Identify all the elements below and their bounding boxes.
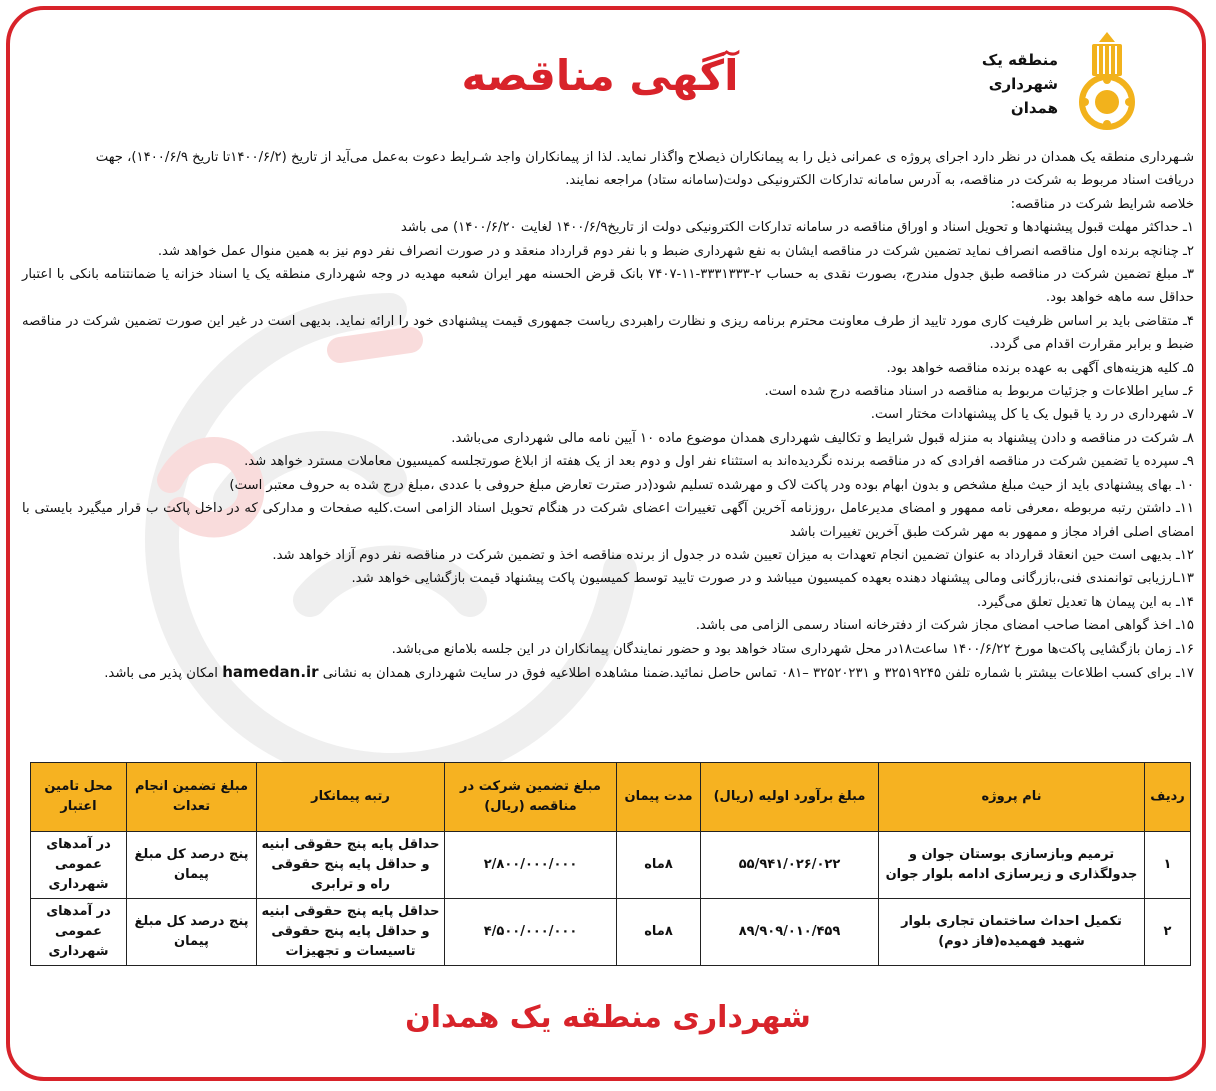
table-row: [31, 899, 1191, 966]
cell-duration: ۸ماه: [617, 832, 701, 899]
header-contractor-rank: رتبه پیمانکار: [257, 763, 445, 832]
condition-8: ۸ـ شرکت در مناقصه و دادن پیشنهاد به منزله قبول شرایط و تکالیف شهرداری همدان موضوع ماده ۱۰ آیین نامه مالی شهرداری می‌باشد.: [451, 430, 1194, 446]
table-row: [31, 832, 1191, 899]
table-header-row: [31, 763, 1191, 832]
header-bid-guarantee: مبلغ تضمین شرکت در مناقصه (ریال): [445, 763, 617, 832]
cell-estimate: ۵۵/۹۴۱/۰۲۶/۰۲۲: [701, 832, 879, 899]
cell-funding-source: در آمدهای عمومی شهرداری: [31, 832, 127, 899]
cell-project-name: تکمیل احداث ساختمان تجاری بلوار شهید فهمیده(فاز دوم): [879, 899, 1145, 966]
condition-13: ۱۳ـارزیابی توانمندی فنی،بازرگانی ومالی پیشنهاد دهنده بعهده کمیسیون میباشد و در صورت تایید توسط کمیسیون پاکت پیشنهاد قیمت بازگشایی خواهد شد.: [351, 571, 1194, 587]
notice-body: [22, 146, 1194, 685]
cell-performance-guarantee: پنج درصد کل مبلغ پیمان: [127, 832, 257, 899]
condition-12: ۱۲ـ بدیهی است حین انعقاد قرارداد به عنوان تضمین انجام تعهدات به میزان تعیین شده در جدول از برنده مناقصه اخذ و تضمین شرکت در مناقصه نفر دوم آزاد خواهد شد.: [272, 547, 1194, 563]
condition-16: ۱۶ـ زمان بازگشایی پاکت‌ها مورخ ۱۴۰۰/۶/۲۲ ساعت۱۸در محل شهرداری ستاد خواهد بود و حضور نمایندگان پیمانکاران در این جلسه بلامانع می‌باشد.: [391, 641, 1194, 657]
condition-11: ۱۱ـ داشتن رتبه مربوطه ،معرفی نامه ممهور و امضای مدیرعامل ،روزنامه آخرین آگهی تغییرات اعضای شرکت در هنگام تحویل اسناد الزامی است.کلیه صفحات و مدارکی که در داخل پاکت ب قرار میگیرد بایستی با امضای اصلی افراد مجاز و ممهور به مهر شرکت طبق آخرین تغییرات باشد: [22, 501, 1194, 540]
notice-title: آگهی مناقصه: [461, 51, 739, 100]
cell-row-number: ۱: [1145, 832, 1191, 899]
footer-title: شهرداری منطقه یک همدان: [405, 1000, 811, 1035]
condition-2: ۲ـ چنانچه برنده اول مناقصه انصراف نماید تضمین شرکت در مناقصه ایشان به نفع شهرداری ضبط و با نفر دوم قرارداد منعقد و در صورت انصراف نفر دوم نیز به همین منوال عمل خواهد شد.: [157, 243, 1194, 259]
condition-10: ۱۰ـ بهای پیشنهادی باید از حیث مبلغ مشخص و بدون ابهام بوده ودر پاکت لاک و مهرشده تسلیم شود(در صترت تعارض مبلغ حروفی با عددی ،مبلغ درج شده به حروف معتبر است): [229, 477, 1194, 493]
condition-1: ۱ـ حداکثر مهلت قبول پیشنهادها و تحویل اسناد و اوراق مناقصه در سامانه تدارکات الکترونیکی دولت از تاریخ۱۴۰۰/۶/۹ لغایت ۱۴۰۰/۶/۲۰) می باشد: [400, 220, 1194, 236]
intro-line-1: شـهرداری منطقه یک همدان در نظر دارد اجرای پروژه ی عمرانی ذیل را به پیمانکاران ذیصلاح واگذار نماید. لذا از پیمانکاران واجد شـرایط دعوت به‌عمل می‌آید از تاریخ (۱۴۰۰/۶/۲تا تاریخ ۱۴۰۰/۶/۹)، جهت: [95, 150, 1194, 165]
organization-name: [948, 48, 1058, 120]
cell-contractor-rank: حداقل پایه پنج حقوقی ابنیه و حداقل پایه پنج حقوقی تاسیسات و تجهیزات: [257, 899, 445, 966]
cell-contractor-rank: حداقل پایه پنج حقوقی ابنیه و حداقل پایه پنج حقوقی راه و ترابری: [257, 832, 445, 899]
condition-17-text: ۱۷ـ برای کسب اطلاعات بیشتر با شماره تلفن ۳۲۵۱۹۲۴۵ و ۳۲۵۲۰۲۳۱ –۰۸۱ تماس حاصل نمائید.ضمنا مشاهده اطلاعیه فوق در سایت شهرداری همدان به نشانی: [322, 665, 1194, 681]
website-link[interactable]: hamedan.ir: [222, 662, 319, 681]
condition-17-end: امکان پذیر می باشد.: [104, 665, 218, 681]
cell-duration: ۸ماه: [617, 899, 701, 966]
intro-line-2: دریافت اسناد مربوط به شرکت در مناقصه، به آدرس سامانه تدارکات الکترونیکی دولت(سامانه ستاد) مراجعه نمایند.: [565, 173, 1194, 189]
header-duration: مدت پیمان: [617, 763, 701, 832]
org-line-region: منطقه یک: [981, 51, 1058, 69]
intro-line-3: خلاصه شرایط شرکت در مناقصه:: [1010, 196, 1194, 212]
cell-row-number: ۲: [1145, 899, 1191, 966]
header-project-name: نام پروژه: [879, 763, 1145, 832]
cell-funding-source: در آمدهای عمومی شهرداری: [31, 899, 127, 966]
org-line-municipality: شهرداری همدان: [988, 75, 1058, 117]
condition-4: ۴ـ متقاضی باید بر اساس ظرفیت کاری مورد تایید از طرف معاونت محترم برنامه ریزی و نظارت راهبردی ریاست جمهوری قیمت پیشنهادی خود را ارائه نماید. بدیهی است در غیر این صورت تضمین شرکت در مناقصه ضبط و برابر مقرارت اقدام می گردد.: [22, 313, 1194, 353]
condition-15: ۱۵ـ اخذ گواهی امضا صاحب امضای مجاز شرکت از دفترخانه اسناد رسمی الزامی می باشد.: [695, 618, 1194, 634]
condition-17: [22, 661, 1194, 685]
tender-table: [30, 762, 1191, 966]
condition-3: ۳ـ مبلغ تضمین شرکت در مناقصه طبق جدول مندرج، بصورت نقدی به حساب ۲-۳۳۳۱۳۳۳-۱۱-۷۴۰۷ بانک قرض الحسنه مهر ایران شعبه مهدیه در وجه شهرداری منطقه یک یا اسناد خزانه یا ضمانتنامه بانکی با اعتبار حداقل سه ماهه خواهد بود.: [22, 267, 1194, 306]
condition-14: ۱۴ـ به این پیمان ها تعدیل تعلق می‌گیرد.: [976, 594, 1194, 610]
header: [0, 20, 1216, 130]
header-funding-source: محل تامین اعتبار: [31, 763, 127, 832]
municipality-logo-icon: [1062, 30, 1152, 130]
condition-9: ۹ـ سپرده یا تضمین شرکت در مناقصه افرادی که در مناقصه برنده نگردیده‌اند به استثناء نفر اول و دوم بعد از یک هفته از ابلاغ صورتجلسه کمیسیون معاملات مسترد خواهد شد.: [244, 454, 1194, 470]
header-row-number: ردیف: [1145, 763, 1191, 832]
cell-project-name: ترمیم وبازسازی بوستان جوان و جدولگذاری و زیرسازی ادامه بلوار جوان: [879, 832, 1145, 899]
cell-estimate: ۸۹/۹۰۹/۰۱۰/۴۵۹: [701, 899, 879, 966]
header-estimate: مبلغ برآورد اولیه (ریال): [701, 763, 879, 832]
cell-bid-guarantee: ۲/۸۰۰/۰۰۰/۰۰۰: [445, 832, 617, 899]
condition-5: ۵ـ کلیه هزینه‌های آگهی به عهده برنده مناقصه خواهد بود.: [886, 360, 1194, 376]
condition-7: ۷ـ شهرداری در رد یا قبول یک یا کل پیشنهادات مختار است.: [870, 407, 1194, 423]
header-performance-guarantee: مبلغ تضمین انجام تعدات: [127, 763, 257, 832]
cell-performance-guarantee: پنج درصد کل مبلغ پیمان: [127, 899, 257, 966]
condition-6: ۶ـ سایر اطلاعات و جزئیات مربوط به مناقصه در اسناد مناقصه درج شده است.: [764, 384, 1194, 400]
cell-bid-guarantee: ۴/۵۰۰/۰۰۰/۰۰۰: [445, 899, 617, 966]
